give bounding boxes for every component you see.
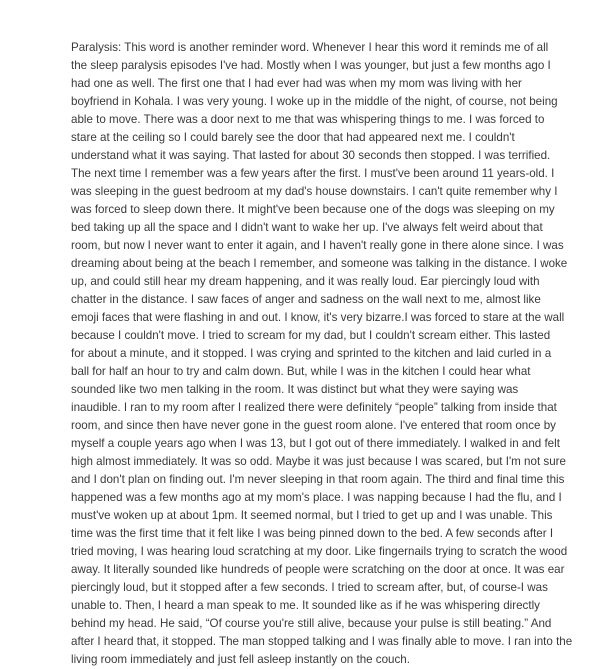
text-line: high almost immediately. It was so odd. Maybe it was just because I was scared, but I'm not sure [71, 455, 566, 468]
text-line: The next time I remember was a few years after the first. I must've been around 11 years-old. I [71, 167, 555, 180]
text-line: myself a couple years ago when I was 13, but I got out of there immediately. I walked in and felt [71, 437, 560, 450]
text-line: after I heard that, it stopped. The man stopped talking and I was finally able to move. I ran into the [71, 635, 573, 648]
text-line: because I couldn't move. I tried to scream for my dad, but I couldn't scream either. This lasted [71, 329, 551, 342]
text-line: sounded like two men talking in the room. It was distinct but what they were saying was [71, 383, 519, 396]
text-line: emoji faces that were flashing in and out. I know, it's very bizarre.I was forced to stare at the wall [71, 311, 565, 324]
text-line: room, and since then have never gone in the guest room alone. I've entered that room once by [71, 419, 556, 432]
text-line: Paralysis: This word is another reminder word. Whenever I hear this word it reminds me of all [71, 41, 549, 54]
text-line: was sleeping in the guest bedroom at my dad's house downstairs. I can't quite remember why I [71, 185, 558, 198]
text-line: piercingly loud, but it stopped after a few seconds. I tried to scream after, but, of course-I was [71, 581, 548, 594]
text-line: tried moving, I was hearing loud scratching at my door. Like fingernails trying to scratch the wood [71, 545, 568, 558]
text-line: dreaming about being at the beach I remember, and someone was talking in the distance. I woke [71, 257, 568, 270]
text-line: able to move. There was a door next to me that was whispering things to me. I was forced to [71, 113, 545, 126]
text-line: bed taking up all the space and I didn't want to wake her up. I've always felt weird about that [71, 221, 543, 234]
text-line: must've woken up at about 1pm. It seemed normal, but I tried to get up and I was unable. This [71, 509, 553, 522]
text-line: for about a minute, and it stopped. I was crying and sprinted to the kitchen and laid curled in a [71, 347, 552, 360]
text-line: away. It literally sounded like hundreds of people were scratching on the door at once. It was ear [71, 563, 565, 576]
text-line: ball for half an hour to try and calm down. But, while I was in the kitchen I could hear what [71, 365, 531, 378]
text-line: happened was a few months ago at my mom's place. I was napping because I had the flu, and I [71, 491, 562, 504]
text-line: had one as well. The first one that I had ever had was when my mom was living with her [71, 77, 522, 90]
text-line: unable to. Then, I heard a man speak to me. It sounded like as if he was whispering directly [71, 599, 540, 612]
text-line: behind my head. He said, “Of course you're still alive, because your pulse is still beating.” And [71, 617, 552, 630]
text-line: chatter in the distance. I saw faces of anger and sadness on the wall next to me, almost like [71, 293, 541, 306]
essay-paragraph [71, 39, 591, 669]
text-line: room, but now I never want to enter it again, and I haven't really gone in there alone since. I was [71, 239, 564, 252]
text-line: and I don't plan on finding out. I'm never sleeping in that room again. The third and final time this [71, 473, 565, 486]
text-line: inaudible. I ran to my room after I realized there were definitely “people” talking from inside that [71, 401, 557, 414]
text-line: the sleep paralysis episodes I've had. Mostly when I was younger, but just a few months ago I [71, 59, 551, 72]
text-line: stare at the ceiling so I could barely see the door that had appeared next me. I couldn't [71, 131, 515, 144]
text-line: up, and could still hear my dream happening, and it was really loud. Ear piercingly loud with [71, 275, 540, 288]
text-line: understand what it was saying. That lasted for about 30 seconds then stopped. I was terrified. [71, 149, 551, 162]
text-line: boyfriend in Kohala. I was very young. I woke up in the middle of the night, of course, not being [71, 95, 558, 108]
text-line: was forced to sleep down there. It might've been because one of the dogs was sleeping on my [71, 203, 555, 216]
text-line: time was the first time that it felt like I was being pinned down to the bed. A few seconds after I [71, 527, 554, 540]
text-line: living room immediately and just fell asleep instantly on the couch. [71, 653, 410, 666]
